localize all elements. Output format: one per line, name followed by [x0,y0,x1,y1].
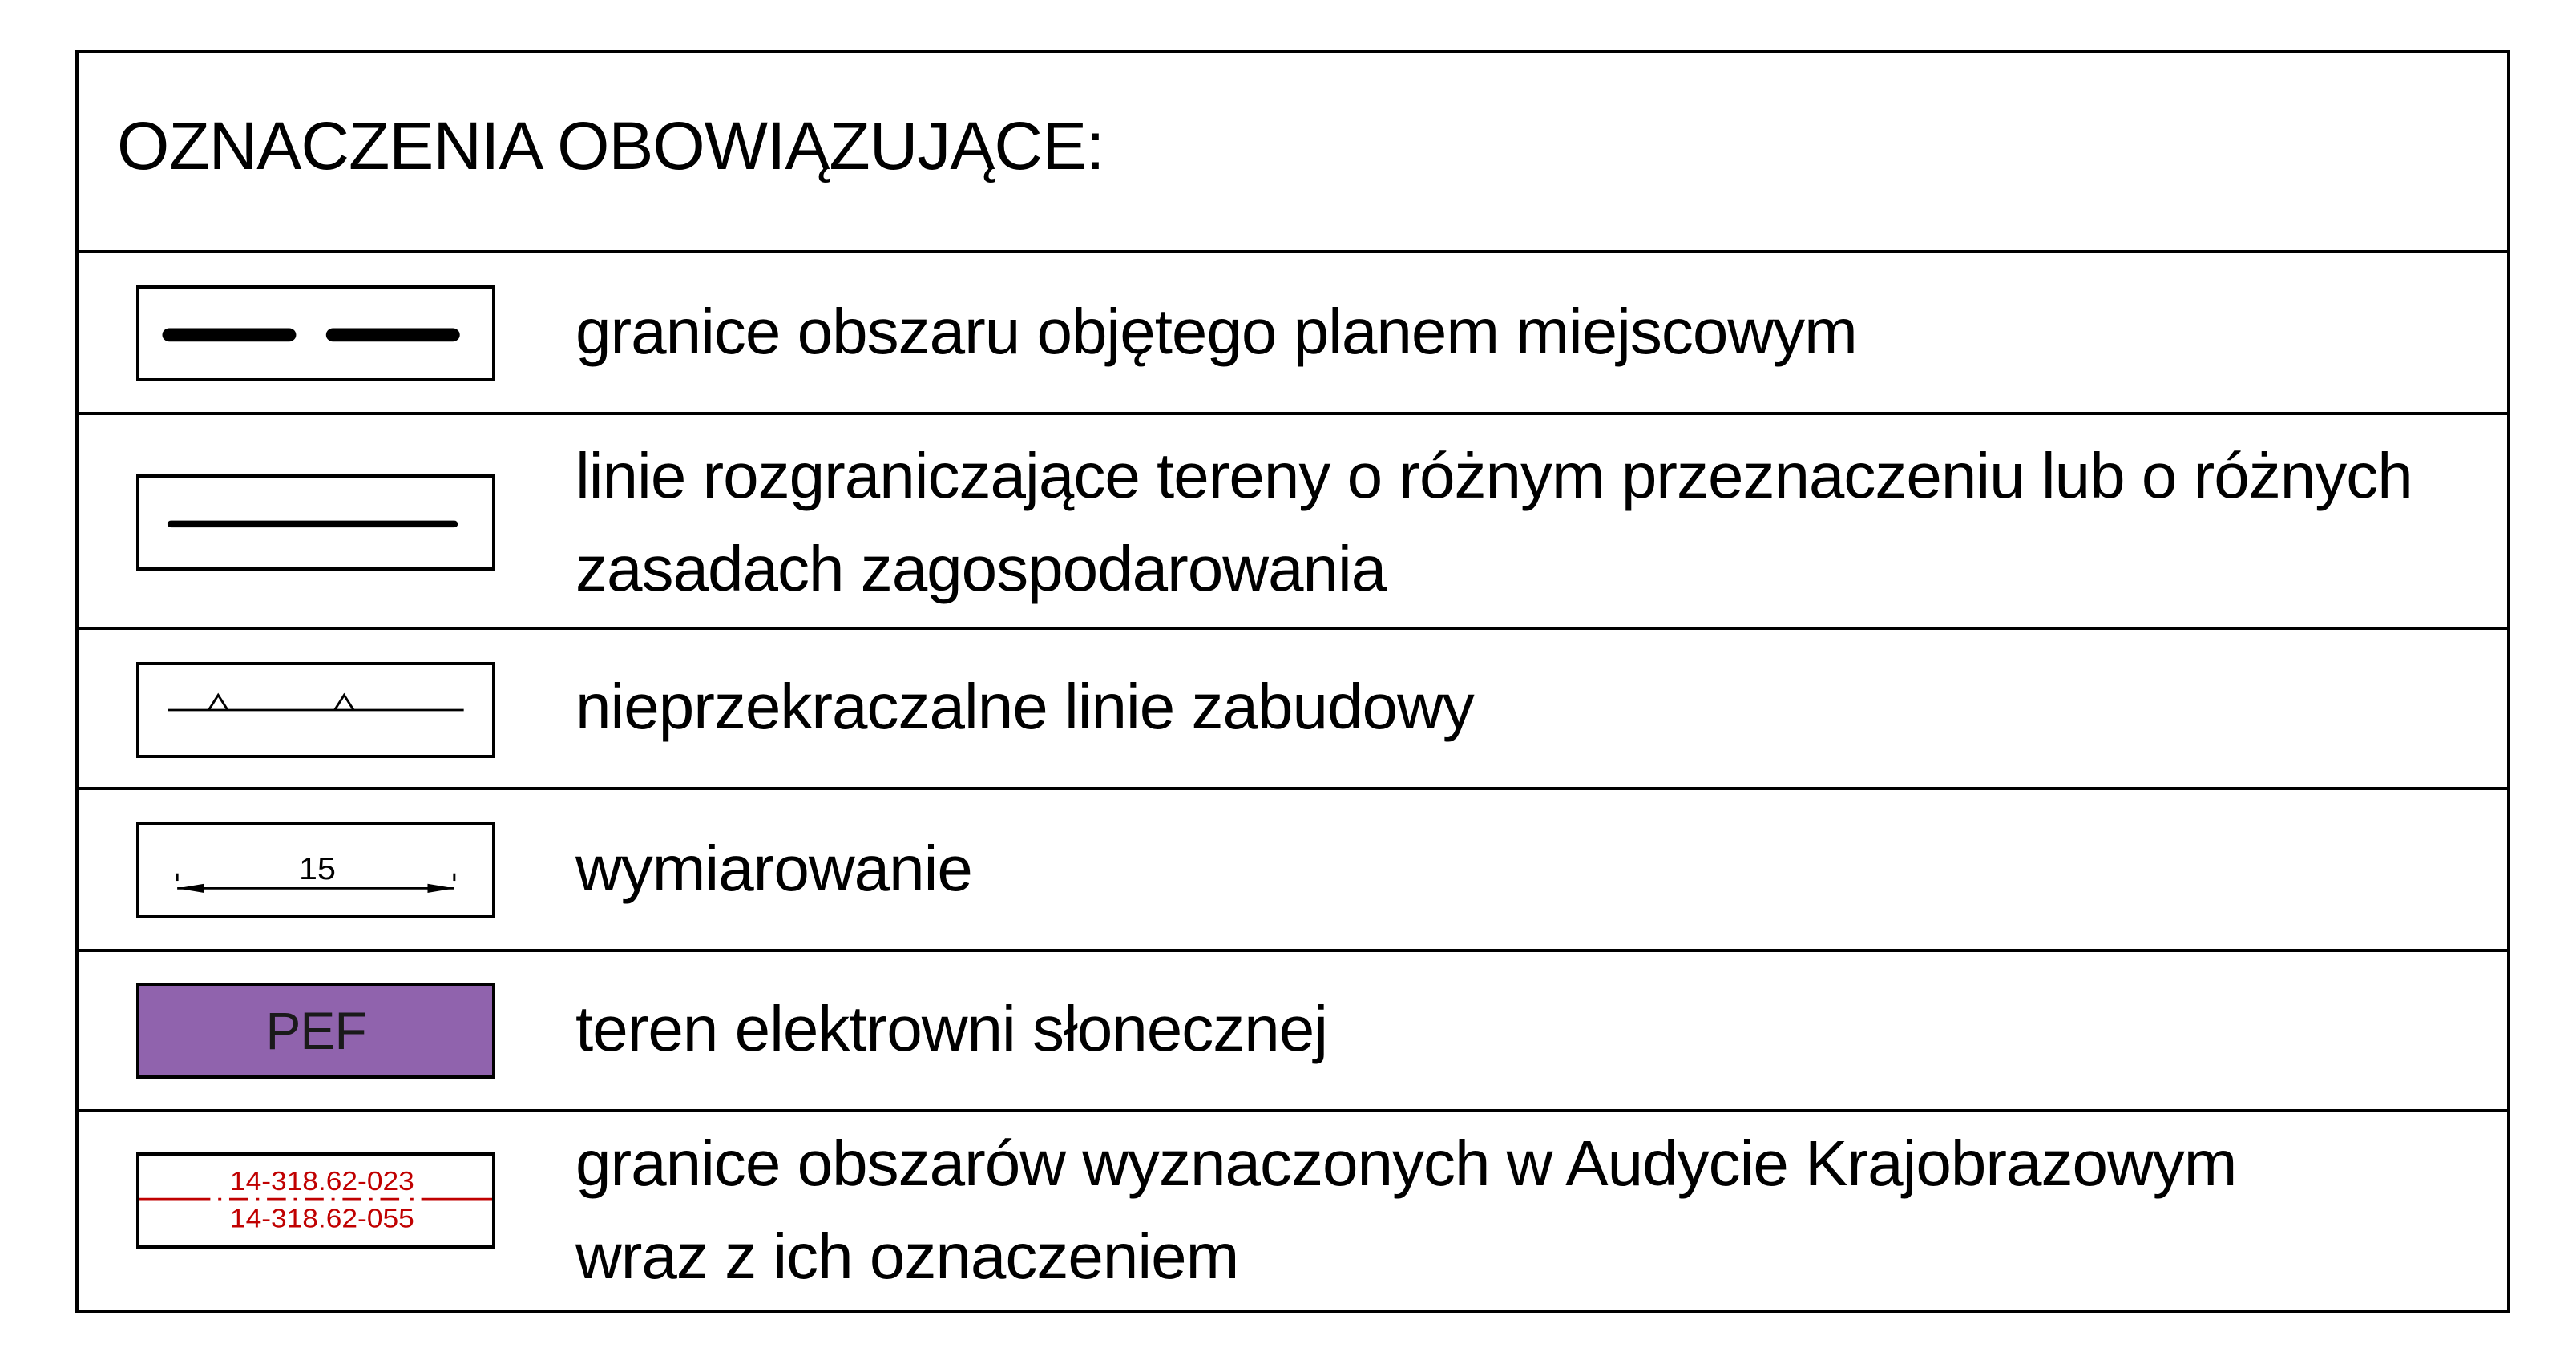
legend-row-dividing-lines [79,415,2507,630]
solid-line-symbol [136,474,495,571]
description-line: granice obszarów wyznaczonych w Audycie Krajobrazowym [575,1128,2237,1199]
dimension-line-symbol [136,822,495,918]
description-line: wymiarowanie [575,833,972,904]
legend-title: OZNACZENIA OBOWIĄZUJĄCE: [117,108,1104,184]
legend-row-landscape-audit [79,1112,2507,1316]
legend-row-dimensioning [79,790,2507,952]
legend-row-solar-plant [79,952,2507,1112]
legend-description-landscape-audit [575,1117,2236,1303]
thick-dashed-line-symbol [136,285,495,381]
pef-label: PEF [265,1001,366,1060]
legend-description-dividing-lines [575,430,2412,615]
legend-description-dimensioning [575,822,972,915]
solar-plant-area-symbol [136,983,495,1079]
legend-description-solar-plant [575,983,1327,1075]
legend-description-building-lines [575,660,1474,753]
legend-row-building-lines [79,630,2507,790]
legend-description-plan-boundary [575,285,1857,378]
legend-header-row [79,53,2507,253]
area-code-top: 14-318.62-023 [229,1166,414,1197]
description-line: wraz z ich oznaczeniem [575,1221,1239,1292]
description-line: nieprzekraczalne linie zabudowy [575,671,1474,742]
building-line-symbol [136,662,495,758]
legend-table [75,50,2510,1313]
description-line: granice obszaru objętego planem miejscowym [575,296,1857,367]
landscape-audit-boundary-symbol [136,1152,495,1249]
description-line: linie rozgraniczające tereny o różnym przeznaczeniu lub o różnych [575,440,2412,511]
description-line: zasadach zagospodarowania [575,533,1387,604]
dimension-value-label: 15 [299,851,336,886]
description-line: teren elektrowni słonecznej [575,993,1327,1064]
legend-row-plan-boundary [79,253,2507,415]
area-code-bottom: 14-318.62-055 [229,1204,414,1234]
